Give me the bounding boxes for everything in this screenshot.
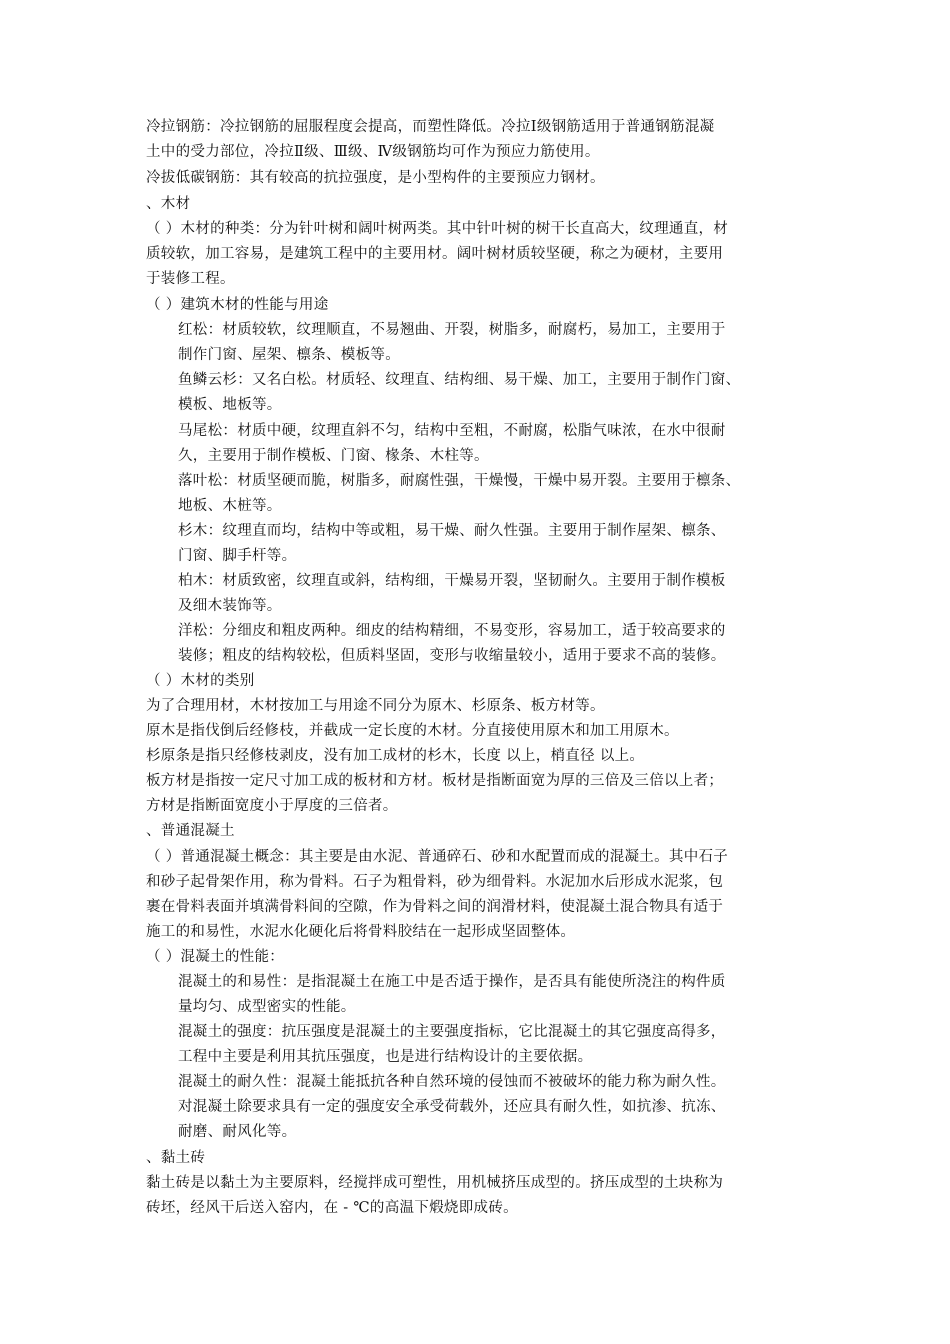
- list-item-cont: 及细木装饰等。: [178, 598, 282, 614]
- list-item-cont: 对混凝土除要求具有一定的强度安全承受荷载外，还应具有耐久性，如抗渗、抗冻、: [178, 1099, 726, 1115]
- section-heading: 、普通混凝土: [146, 823, 235, 839]
- list-item: 洋松：分细皮和粗皮两种。细皮的结构精细，不易变形，容易加工，适于较高要求的: [178, 623, 726, 639]
- list-item-cont: 制作门窗、屋架、檩条、模板等。: [178, 347, 400, 363]
- subsection-heading: （ ）木材的类别: [146, 673, 255, 689]
- text-line: 于装修工程。: [146, 271, 235, 287]
- list-item: 混凝土的耐久性：混凝土能抵抗各种自然环境的侵蚀而不被破坏的能力称为耐久性。: [178, 1074, 726, 1090]
- subsection-heading: （ ）混凝土的性能：: [146, 949, 285, 965]
- section-heading: 、木材: [146, 196, 191, 212]
- list-item: 混凝土的和易性：是指混凝土在施工中是否适于操作，是否具有能使所浇注的构件质: [178, 974, 726, 990]
- list-item-cont: 装修；粗皮的结构较松，但质料坚固，变形与收缩量较小，适用于要求不高的装修。: [178, 648, 726, 664]
- list-item: 杉木：纹理直而均，结构中等或粗，易干燥、耐久性强。主要用于制作屋架、檩条、: [178, 523, 726, 539]
- list-item-cont: 耐磨、耐风化等。: [178, 1124, 297, 1140]
- section-heading: 、黏土砖: [146, 1150, 206, 1166]
- text-line: 原木是指伐倒后经修枝，并截成一定长度的木材。分直接使用原木和加工用原木。: [146, 723, 679, 739]
- text-line: （ ）普通混凝土概念：其主要是由水泥、普通碎石、砂和水配置而成的混凝土。其中石子: [146, 849, 729, 865]
- list-item: 混凝土的强度：抗压强度是混凝土的主要强度指标，它比混凝土的其它强度高得多，: [178, 1024, 726, 1040]
- list-item-cont: 量均匀、成型密实的性能。: [178, 999, 356, 1015]
- list-item: 落叶松：材质坚硬而脆，树脂多，耐腐性强，干燥慢，干燥中易开裂。主要用于檩条、: [178, 473, 741, 489]
- text-line: 裹在骨料表面并填满骨料间的空隙，作为骨料之间的润滑材料，使混凝土混合物具有适于: [146, 899, 724, 915]
- text-line: 为了合理用材，木材按加工与用途不同分为原木、杉原条、板方材等。: [146, 698, 605, 714]
- list-item-cont: 工程中主要是利用其抗压强度，也是进行结构设计的主要依据。: [178, 1049, 593, 1065]
- list-item: 红松：材质较软，纹理顺直，不易翘曲、开裂，树脂多，耐腐朽，易加工，主要用于: [178, 322, 726, 338]
- list-item-cont: 地板、木桩等。: [178, 498, 282, 514]
- list-item: 鱼鳞云杉：又名白松。材质轻、纹理直、结构细、易干燥、加工，主要用于制作门窗、: [178, 372, 741, 388]
- list-item-cont: 模板、地板等。: [178, 397, 282, 413]
- list-item-cont: 久，主要用于制作模板、门窗、椽条、木柱等。: [178, 448, 489, 464]
- text-line: 和砂子起骨架作用，称为骨料。石子为粗骨料，砂为细骨料。水泥加水后形成水泥浆，包: [146, 874, 724, 890]
- list-item: 马尾松：材质中硬，纹理直斜不匀，结构中至粗，不耐腐，松脂气味浓，在水中很耐: [178, 423, 726, 439]
- list-item-cont: 门窗、脚手杆等。: [178, 548, 297, 564]
- subsection-heading: （ ）建筑木材的性能与用途: [146, 297, 329, 313]
- text-line: （ ）木材的种类：分为针叶树和阔叶树两类。其中针叶树的树干长直高大，纹理通直，材: [146, 221, 729, 237]
- text-line: 施工的和易性，水泥水化硬化后将骨料胶结在一起形成坚固整体。: [146, 924, 576, 940]
- text-line: 砖坯，经风干后送入窑内，在 - ℃的高温下煅烧即成砖。: [146, 1200, 518, 1216]
- text-line: 冷拔低碳钢筋：其有较高的抗拉强度，是小型构件的主要预应力钢材。: [146, 170, 605, 186]
- text-line: 黏土砖是以黏土为主要原料，经搅拌成可塑性，用机械挤压成型的。挤压成型的土块称为: [146, 1175, 724, 1191]
- text-line: 冷拉钢筋：冷拉钢筋的屈服程度会提高，而塑性降低。冷拉Ⅰ级钢筋适用于普通钢筋混凝: [146, 119, 715, 135]
- text-line: 质较软，加工容易，是建筑工程中的主要用材。阔叶树材质较坚硬，称之为硬材，主要用: [146, 246, 724, 262]
- text-line: 杉原条是指只经修枝剥皮，没有加工成材的杉木，长度 以上，梢直径 以上。: [146, 748, 645, 764]
- text-line: 方材是指断面宽度小于厚度的三倍者。: [146, 798, 398, 814]
- text-line: 土中的受力部位，冷拉Ⅱ级、Ⅲ级、Ⅳ级钢筋均可作为预应力筋使用。: [146, 144, 600, 160]
- text-line: 板方材是指按一定尺寸加工成的板材和方材。板材是指断面宽为厚的三倍及三倍以上者；: [146, 773, 724, 789]
- list-item: 柏木：材质致密，纹理直或斜，结构细，干燥易开裂，坚韧耐久。主要用于制作模板: [178, 573, 726, 589]
